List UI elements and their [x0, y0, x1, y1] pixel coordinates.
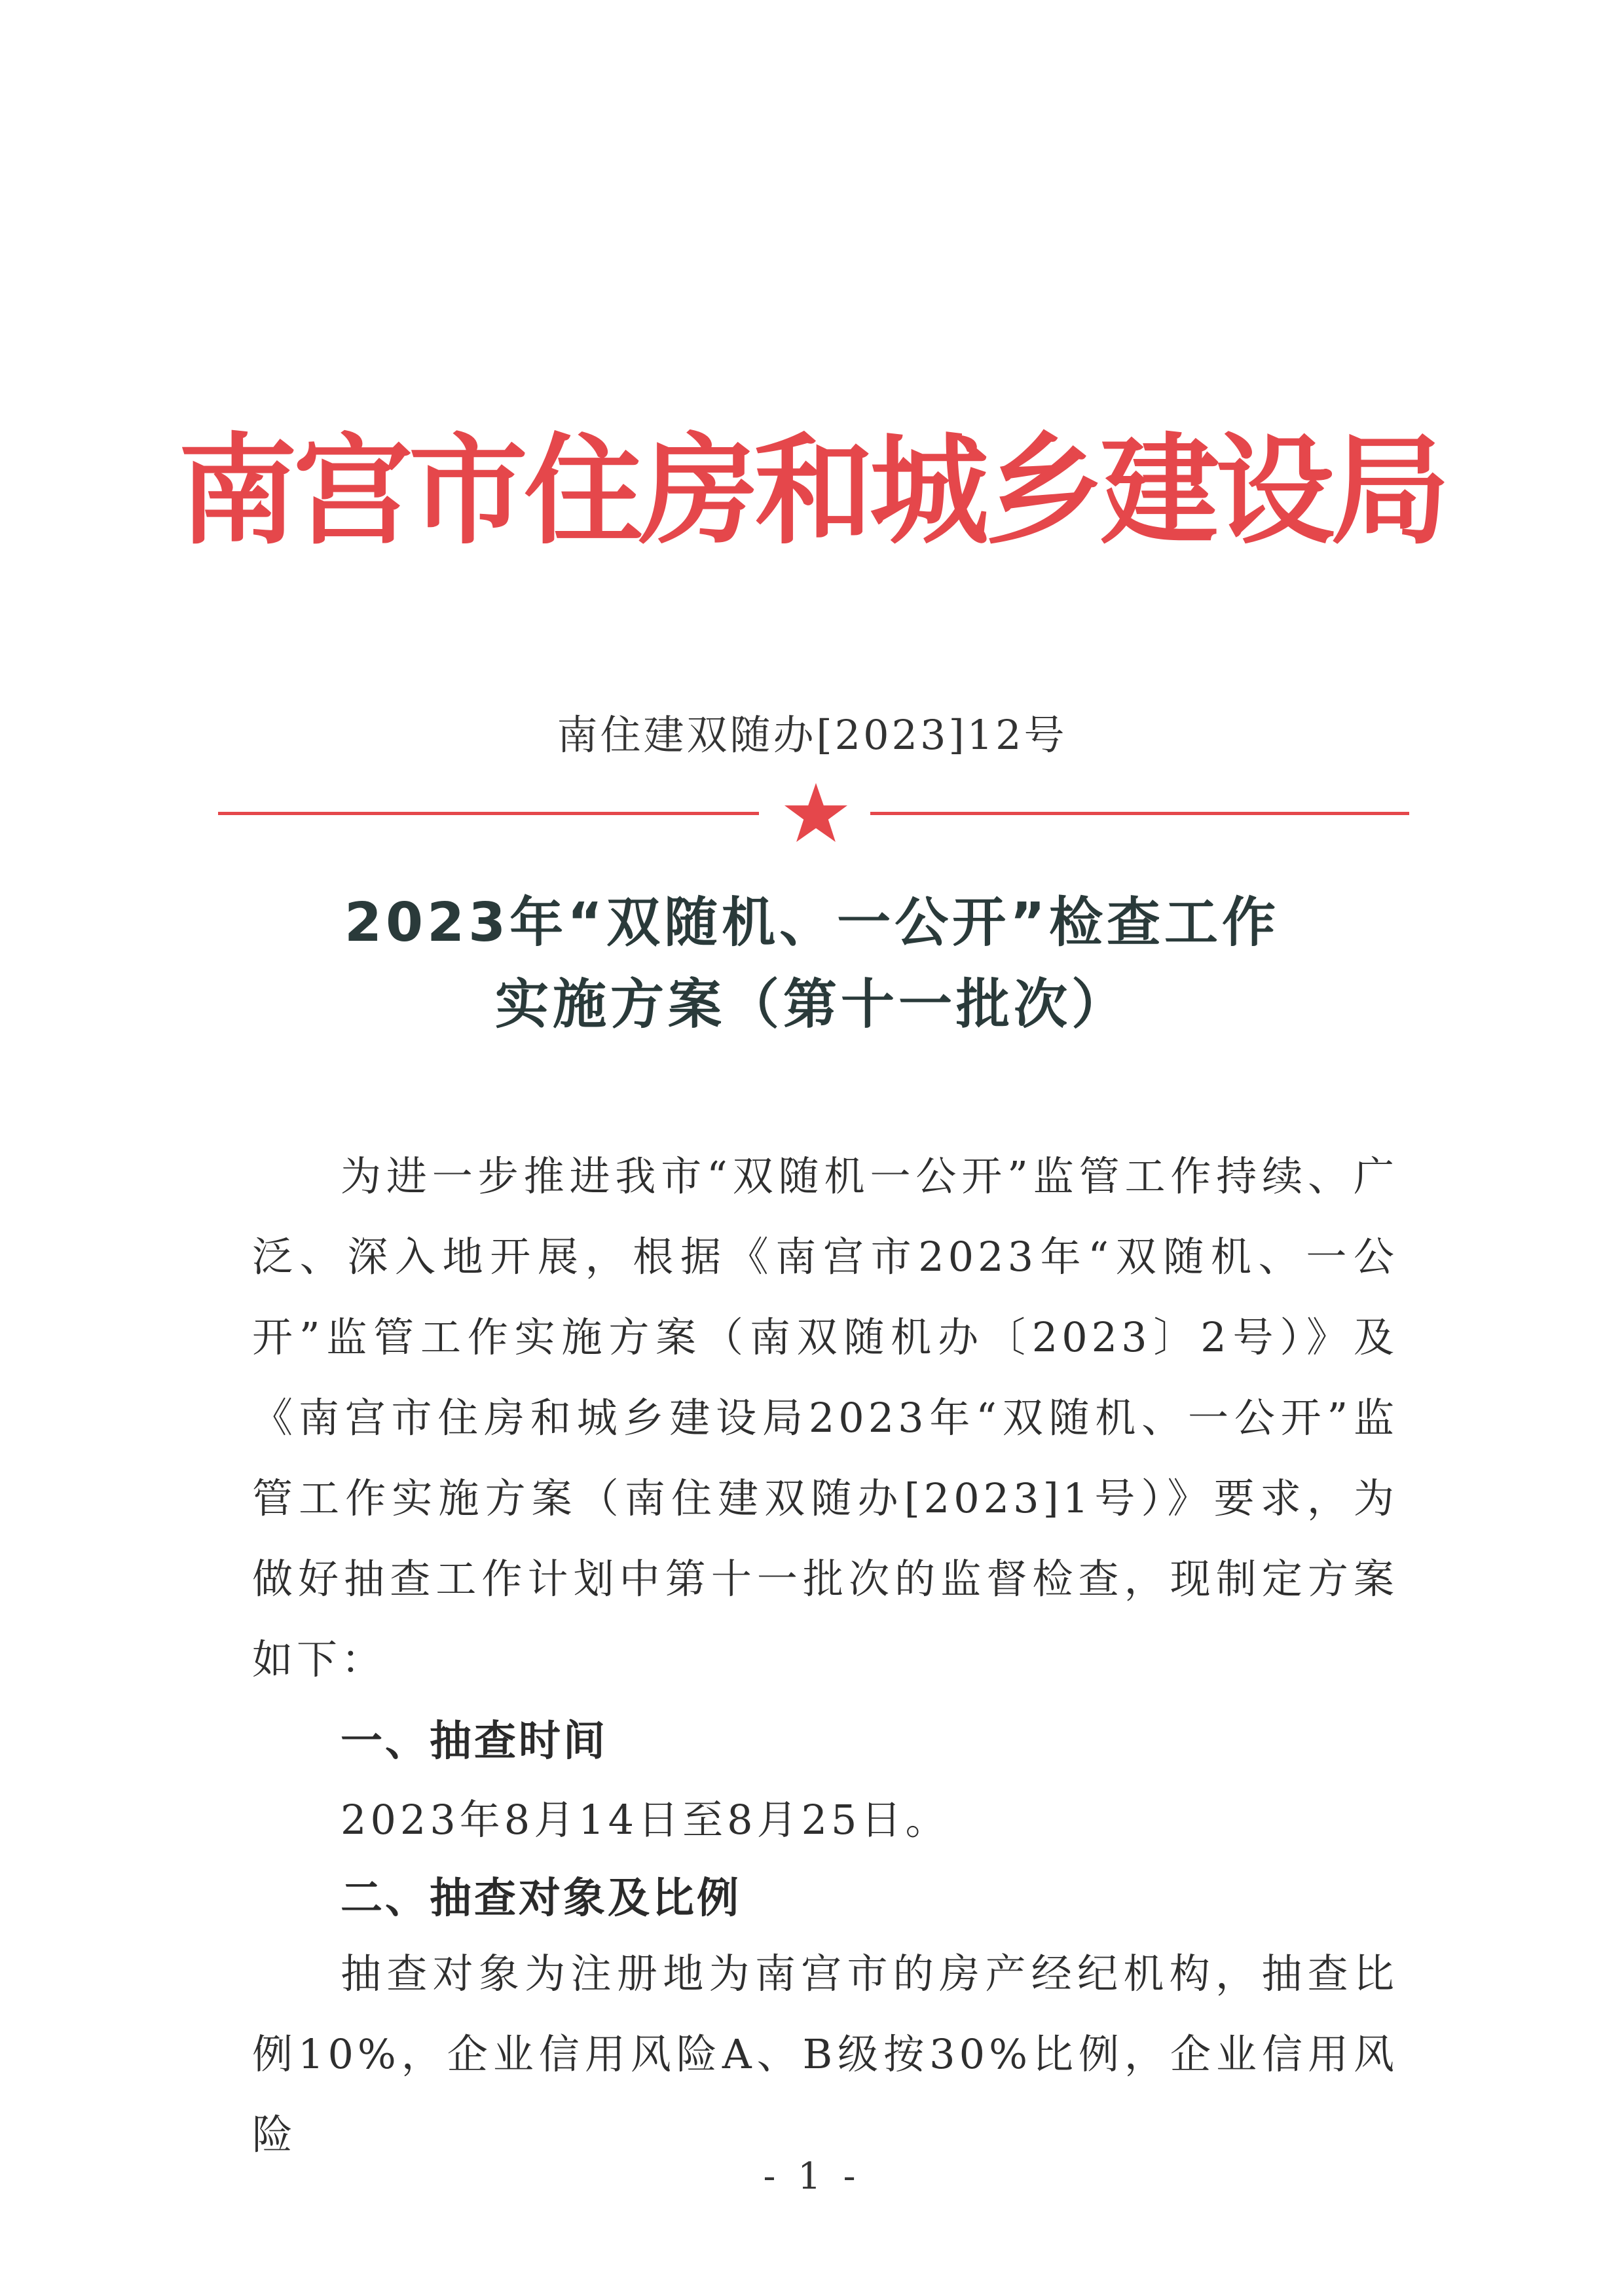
star-icon [783, 782, 849, 845]
intro-paragraph: 为进一步推进我市“双随机一公开”监管工作持续、广泛、深入地开展，根据《南宫市2023年“双随机、一公开”监管工作实施方案（南双随机办〔2023〕2号）》及《南宫市住房和城乡建设局2023年“双随机、一公开”监管工作实施方案（南住建双随办[2023]1号）》要求，为做好抽查工作计划中第十一批次的监督检查，现制定方案如下： [252, 1152, 1398, 1683]
section-text-time: 2023年8月14日至8月25日。 [341, 1796, 950, 1844]
section-text-target: 抽查对象为注册地为南宫市的房产经纪机构，抽查比例10%，企业信用风险A、B级按30%比例，企业信用风险 [252, 1950, 1398, 2159]
section-heading-time: 一、抽查时间 [341, 1717, 608, 1766]
document-title-line-1: 2023年“双随机、一公开”检查工作 [344, 892, 1280, 954]
agency-header: 南宫市住房和城乡建设局 [178, 422, 1446, 560]
section-heading-target: 二、抽查对象及比例 [341, 1874, 741, 1923]
document-number: 南住建双随办[2023]12号 [557, 711, 1067, 759]
red-divider-right [870, 812, 1409, 815]
red-divider-left [218, 812, 759, 815]
page-number: - 1 - [763, 2155, 861, 2198]
document-title-line-2: 实施方案（第十一批次） [494, 974, 1129, 1036]
